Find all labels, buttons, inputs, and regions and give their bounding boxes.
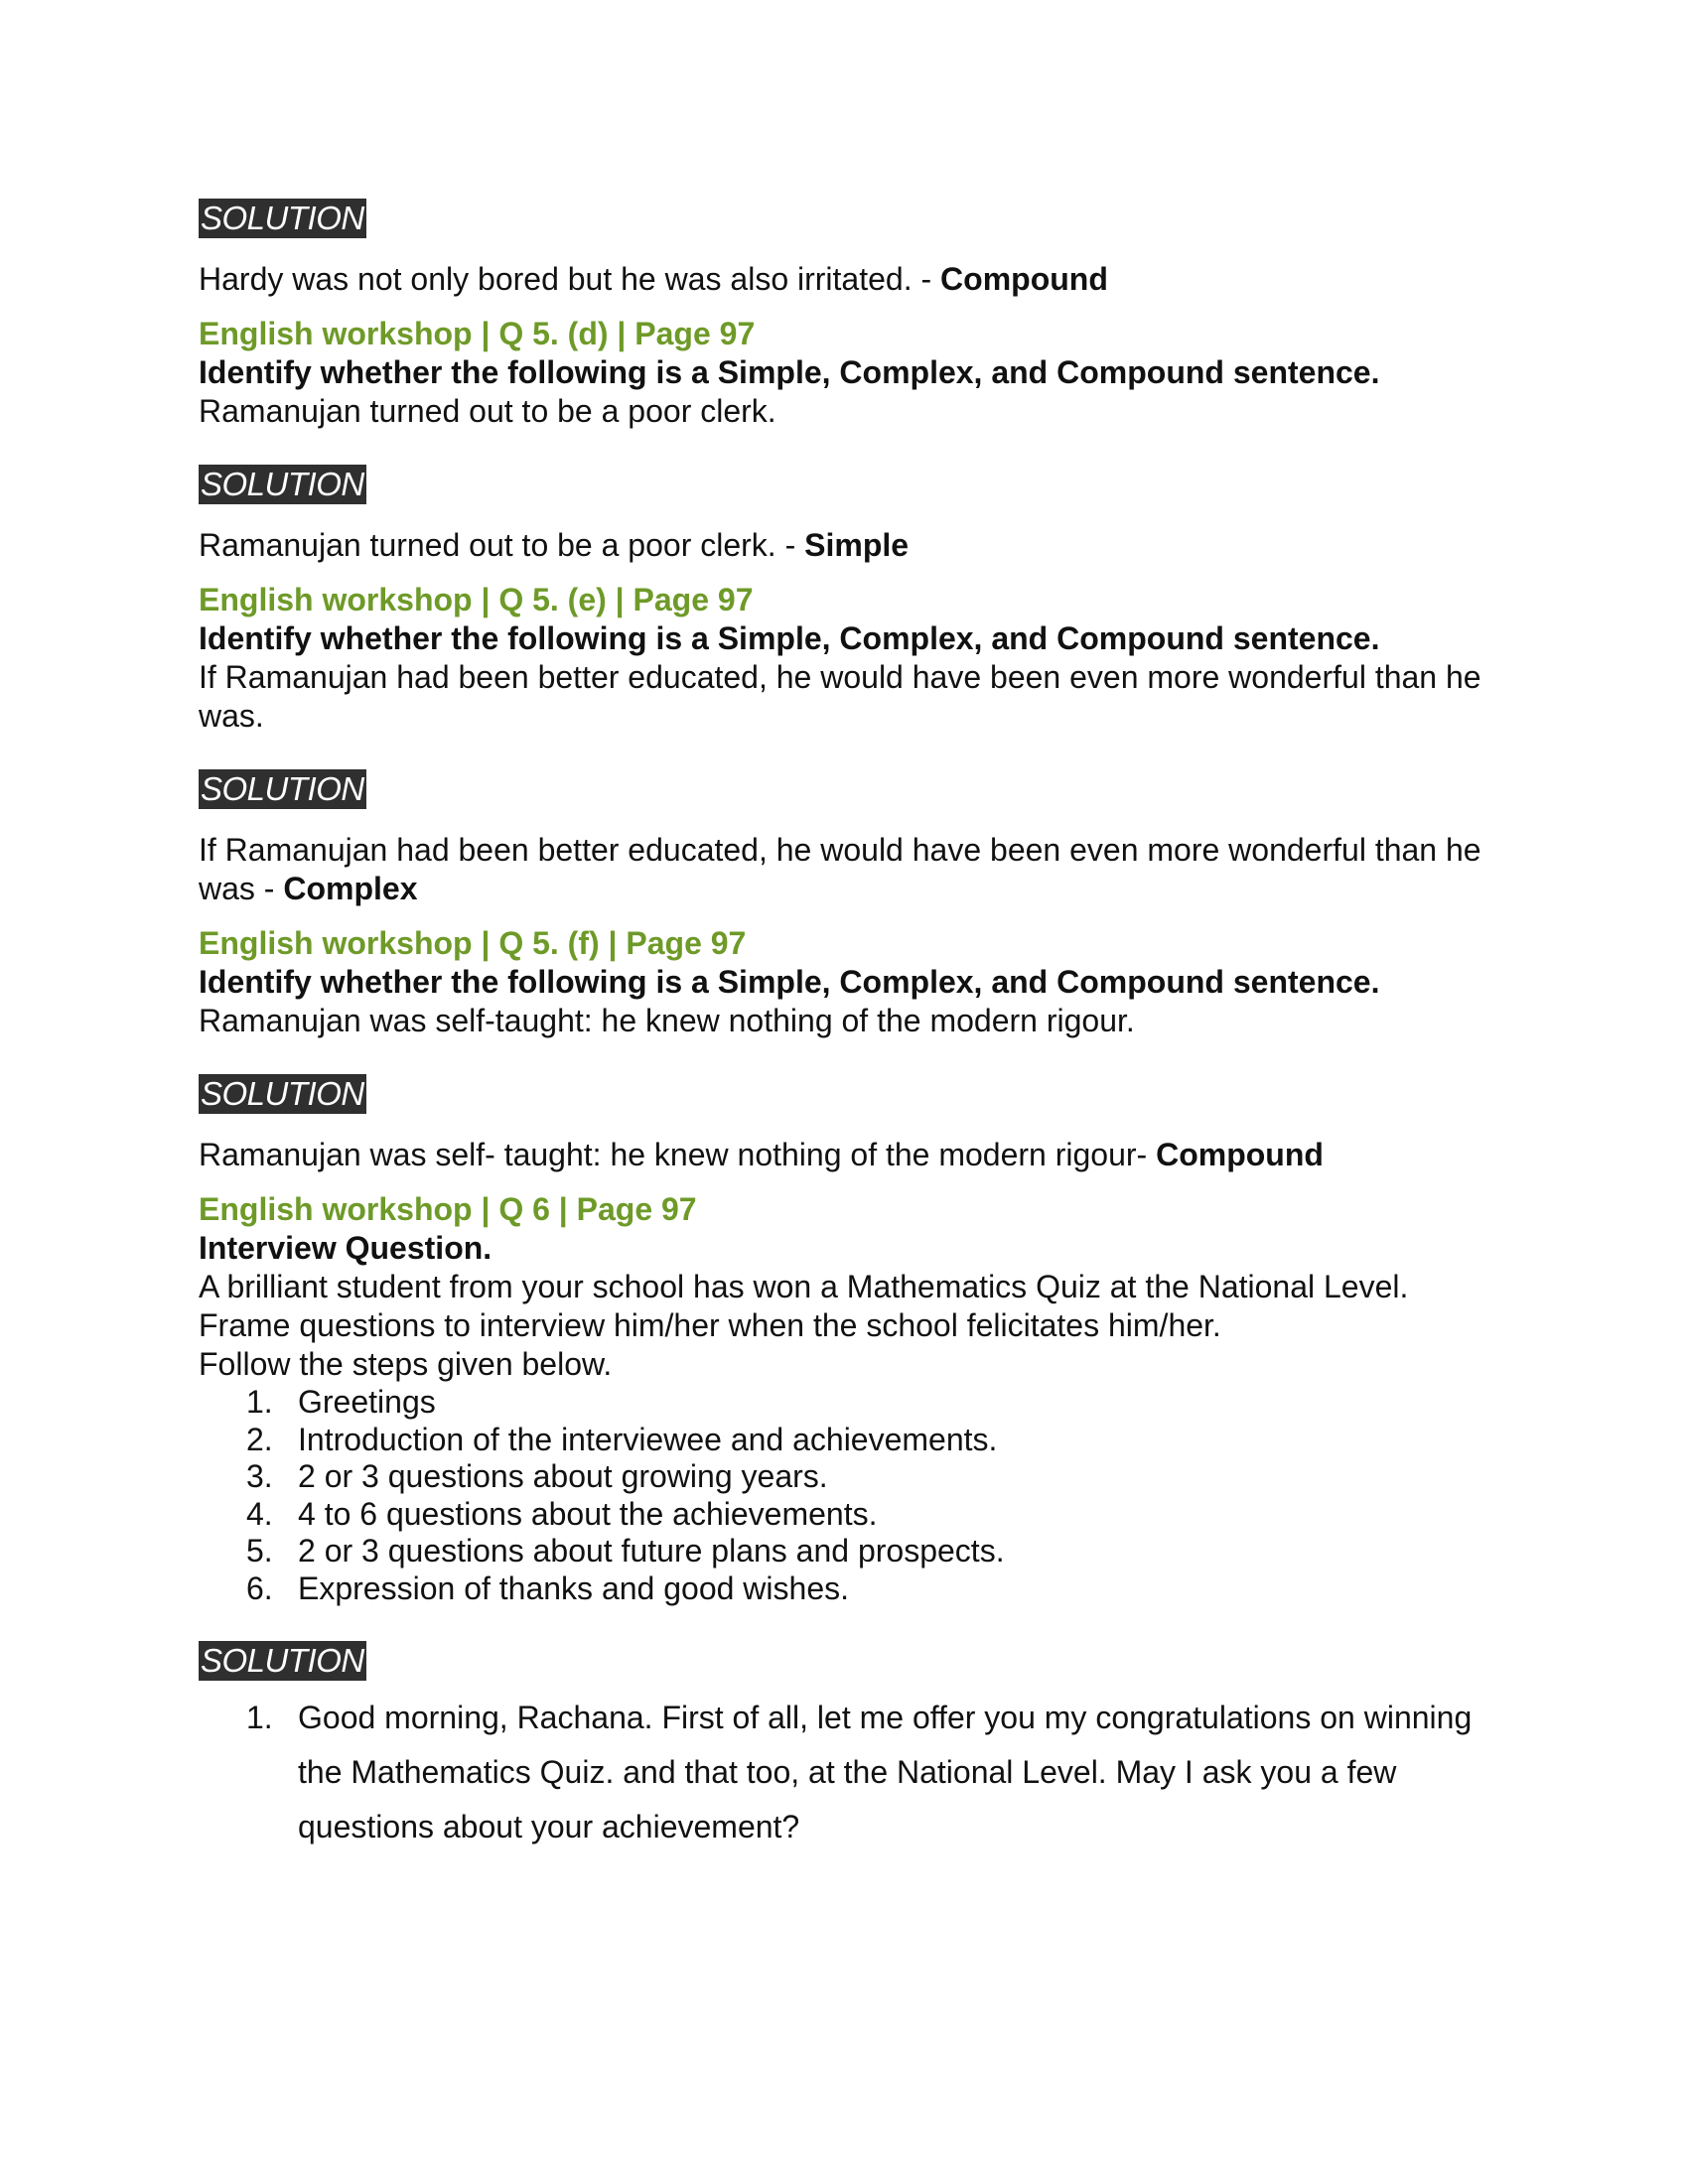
solution-answer: Ramanujan turned out to be a poor clerk. - Simple [199, 527, 910, 563]
question-prompt: A brilliant student from your school has won a Mathematics Quiz at the National Level. [199, 1269, 1409, 1304]
steps-list [199, 1384, 1499, 1607]
solution-label: SOLUTION [201, 1642, 364, 1679]
question-sentence: Ramanujan was self-taught: he knew nothing of the modern rigour. [199, 1003, 1135, 1038]
question-sentence: Ramanujan turned out to be a poor clerk. [199, 393, 776, 429]
solution-label: SOLUTION [201, 1075, 364, 1112]
question-instruction: Identify whether the following is a Simple, Complex, and Compound sentence. [199, 620, 1380, 656]
answer-type: Compound [1156, 1137, 1324, 1172]
question-heading: English workshop | Q 6 | Page 97 [199, 1191, 697, 1227]
solution-label: SOLUTION [201, 200, 364, 236]
solution-label: SOLUTION [201, 466, 364, 502]
answer-type: Complex [283, 871, 418, 906]
question-sentence: If Ramanujan had been better educated, he would have been even more wonderful than he was. [199, 659, 1481, 734]
question-prompt: Frame questions to interview him/her when the school felicitates him/her. [199, 1307, 1221, 1343]
answers-list [199, 1691, 1499, 1854]
answer-type: Simple [804, 527, 910, 563]
question-heading: English workshop | Q 5. (d) | Page 97 [199, 316, 756, 351]
list-item: 6. Expression of thanks and good wishes. [246, 1570, 849, 1606]
question-heading: English workshop | Q 5. (e) | Page 97 [199, 582, 754, 617]
list-item: 5. 2 or 3 questions about future plans and prospects. [246, 1533, 1005, 1569]
list-item: 1. Greetings [246, 1384, 436, 1420]
solution-answer: If Ramanujan had been better educated, he would have been even more wonderful than he was - Complex [199, 832, 1481, 906]
answer-type: Compound [940, 261, 1108, 297]
list-item: 1. Good morning, Rachana. First of all, let me offer you my congratulations on winning the Mathematics Quiz. and that too, at the National Level. May I ask you a few questions about your achievement? [246, 1700, 1473, 1844]
list-item: 4. 4 to 6 questions about the achievements. [246, 1495, 878, 1532]
question-heading: English workshop | Q 5. (f) | Page 97 [199, 925, 747, 961]
solution-label: SOLUTION [201, 770, 364, 807]
list-item: 2. Introduction of the interviewee and achievements. [246, 1421, 998, 1457]
page-content [199, 199, 1499, 1854]
question-instruction: Identify whether the following is a Simple, Complex, and Compound sentence. [199, 354, 1380, 390]
solution-answer: Ramanujan was self- taught: he knew nothing of the modern rigour- Compound [199, 1137, 1324, 1172]
question-title: Interview Question. [199, 1230, 492, 1266]
solution-answer: Hardy was not only bored but he was also irritated. - Compound [199, 261, 1108, 297]
question-prompt: Follow the steps given below. [199, 1346, 613, 1382]
list-item: 3. 2 or 3 questions about growing years. [246, 1458, 828, 1494]
question-instruction: Identify whether the following is a Simple, Complex, and Compound sentence. [199, 964, 1380, 1000]
